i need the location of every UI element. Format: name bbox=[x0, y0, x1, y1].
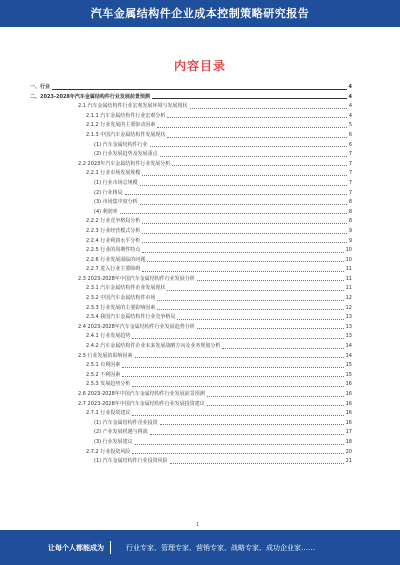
toc-entry-page: 7 bbox=[348, 151, 352, 158]
toc-entry-page: 4 bbox=[348, 84, 352, 90]
toc-entry[interactable] bbox=[30, 169, 352, 179]
toc-entry[interactable] bbox=[30, 102, 352, 112]
toc-entry[interactable] bbox=[30, 160, 352, 170]
toc-entry-title: (2) 产业发展机遇与挑战 bbox=[94, 429, 148, 436]
toc-leader-dots bbox=[222, 348, 343, 349]
toc-entry-page: 16 bbox=[345, 419, 352, 426]
toc-entry[interactable] bbox=[30, 83, 352, 93]
toc-entry-page: 14 bbox=[345, 343, 352, 350]
toc-entry[interactable] bbox=[30, 112, 352, 122]
toc-leader-dots bbox=[190, 108, 347, 109]
toc-entry-page: 16 bbox=[345, 391, 352, 397]
toc-entry-title: 2.1.3 中国汽车金属结构件发展现状 bbox=[86, 131, 166, 138]
toc-entry[interactable] bbox=[30, 380, 352, 390]
toc-entry[interactable] bbox=[30, 265, 352, 275]
toc-entry-page: 21 bbox=[345, 458, 352, 465]
toc-entry-page: 10 bbox=[345, 256, 352, 263]
toc-leader-dots bbox=[120, 213, 347, 214]
page-number: 1 bbox=[196, 522, 200, 528]
report-header bbox=[0, 0, 400, 27]
toc-leader-dots bbox=[147, 261, 343, 262]
toc-entry-page: 7 bbox=[348, 170, 352, 177]
toc-entry-page: 11 bbox=[345, 275, 352, 282]
toc-entry-page: 4 bbox=[348, 112, 352, 119]
toc-leader-dots bbox=[140, 185, 347, 186]
toc-entry-title: 2.3.2 中国汽车金属结构件市场 bbox=[86, 295, 156, 302]
toc-entry[interactable] bbox=[30, 141, 352, 151]
toc-entry-title: 2.1.1 汽车金属结构件行业宏观分析 bbox=[86, 112, 166, 119]
toc-entry-title: 2.2.6 行业发展面临的问题 bbox=[86, 256, 146, 263]
toc-entry-title: 2.6 2023-2028年中国汽车金属结构件行业发展前景预测 bbox=[78, 391, 205, 397]
toc-entry-page: 16 bbox=[345, 381, 352, 388]
toc-leader-dots bbox=[132, 386, 343, 387]
toc-entry-page: 13 bbox=[345, 323, 352, 330]
toc-entry-title: 2.2.3 行业经营模式分析 bbox=[86, 227, 141, 234]
toc-leader-dots bbox=[52, 89, 347, 90]
toc-entry-title: 2.2 2023年汽车金属结构件行业发展分析 bbox=[78, 160, 171, 167]
toc-leader-dots bbox=[160, 156, 347, 157]
toc-entry-page: 7 bbox=[348, 189, 352, 196]
toc-entry-title: 2.4.1 行业发展趋势 bbox=[86, 333, 131, 340]
toc-entry-page: 18 bbox=[345, 438, 352, 445]
table-of-contents bbox=[30, 83, 352, 467]
toc-entry[interactable] bbox=[30, 371, 352, 381]
toc-entry[interactable] bbox=[30, 131, 352, 141]
toc-entry-title: 2.2.7 进入行业主要障碍 bbox=[86, 266, 141, 273]
toc-entry-page: 20 bbox=[345, 448, 352, 455]
toc-leader-dots bbox=[172, 165, 347, 166]
toc-leader-dots bbox=[125, 194, 347, 195]
toc-entry[interactable] bbox=[30, 208, 352, 218]
toc-leader-dots bbox=[142, 271, 343, 272]
toc-entry[interactable] bbox=[30, 275, 352, 285]
toc-leader-dots bbox=[167, 117, 346, 118]
toc-entry[interactable] bbox=[30, 237, 352, 247]
toc-entry-page: 11 bbox=[345, 285, 352, 292]
toc-entry[interactable] bbox=[30, 284, 352, 294]
toc-entry[interactable] bbox=[30, 150, 352, 160]
toc-leader-dots bbox=[140, 204, 347, 205]
toc-entry[interactable] bbox=[30, 361, 352, 371]
toc-entry[interactable] bbox=[30, 400, 352, 410]
toc-entry-title: 2.5.2 不利因素 bbox=[86, 371, 121, 378]
toc-entry-page: 9 bbox=[348, 227, 352, 234]
toc-leader-dots bbox=[142, 233, 347, 234]
toc-entry[interactable] bbox=[30, 294, 352, 304]
toc-entry-title: (3) 行业发展建议 bbox=[94, 438, 133, 445]
toc-entry-page: 7 bbox=[348, 179, 352, 186]
toc-entry-title: 2.1 汽车金属结构件行业宏观发展环境与发展现状 bbox=[78, 103, 188, 110]
toc-leader-dots bbox=[150, 146, 347, 147]
toc-leader-dots bbox=[152, 98, 347, 99]
toc-entry[interactable] bbox=[30, 179, 352, 189]
toc-entry-page: 12 bbox=[345, 304, 352, 311]
toc-entry[interactable] bbox=[30, 189, 352, 199]
toc-entry-page: 8 bbox=[348, 218, 352, 225]
toc-entry-title: 2.5.1 有利因素 bbox=[86, 362, 121, 369]
toc-entry-page: 17 bbox=[345, 429, 352, 436]
toc-leader-dots bbox=[132, 338, 343, 339]
toc-entry[interactable] bbox=[30, 428, 352, 438]
toc-entry-title: (4) 利润率 bbox=[94, 208, 118, 215]
toc-entry-page: 8 bbox=[348, 199, 352, 206]
toc-entry-page: 15 bbox=[345, 371, 352, 378]
toc-entry[interactable] bbox=[30, 227, 352, 237]
toc-leader-dots bbox=[197, 328, 344, 329]
toc-entry-page: 16 bbox=[345, 410, 352, 417]
toc-entry-page: 6 bbox=[348, 141, 352, 148]
toc-heading: 内容目录 bbox=[173, 59, 226, 73]
toc-leader-dots bbox=[177, 319, 343, 320]
toc-entry-page: 16 bbox=[345, 400, 352, 407]
toc-leader-dots bbox=[167, 137, 346, 138]
toc-leader-dots bbox=[167, 290, 343, 291]
toc-entry[interactable] bbox=[30, 93, 352, 103]
toc-entry-title: 2.3 2023-2028年中国汽车金属结构件行业发展分析 bbox=[78, 275, 195, 282]
toc-entry[interactable] bbox=[30, 323, 352, 333]
toc-entry[interactable] bbox=[30, 390, 352, 400]
toc-entry[interactable] bbox=[30, 332, 352, 342]
toc-entry-title: (2) 行业发展趋势及发展重点 bbox=[94, 151, 158, 158]
toc-leader-dots bbox=[122, 367, 343, 368]
toc-entry-title: 2.7.2 行业投资风险 bbox=[86, 448, 131, 455]
toc-entry-title: 2.1.2 行业发展的主要驱动因素 bbox=[86, 122, 156, 129]
toc-entry[interactable] bbox=[30, 342, 352, 352]
toc-entry-title: 2.7 2023-2028年中国汽车金属结构件行业发展投资建议 bbox=[78, 400, 205, 407]
toc-entry-page: 10 bbox=[345, 247, 352, 254]
toc-entry-title: 2.4.2 汽车金属结构件企业未来发展战略方向及业务规划分析 bbox=[86, 343, 221, 350]
toc-entry[interactable] bbox=[30, 246, 352, 256]
toc-entry-title: (1) 汽车金属结构件行业 bbox=[94, 141, 148, 148]
toc-entry[interactable] bbox=[30, 409, 352, 419]
toc-entry-title: (1) 汽车金属结构件企业投资 bbox=[94, 419, 158, 426]
toc-entry-page: 7 bbox=[348, 160, 352, 167]
footer-divider bbox=[110, 541, 111, 554]
toc-entry-page: 13 bbox=[345, 333, 352, 340]
toc-entry[interactable] bbox=[30, 457, 352, 467]
toc-entry-title: (1) 行业市场总规模 bbox=[94, 179, 138, 186]
footer-tagline: 行业专家、管理专家、营销专家、战略专家、成功企业家…… bbox=[126, 544, 315, 552]
toc-entry-title: 2.3.3 行业发展的主要影响因素 bbox=[86, 304, 156, 311]
toc-entry-title: 2.2.4 行业利润水平分析 bbox=[86, 237, 141, 244]
toc-entry-page: 9 bbox=[348, 237, 352, 244]
toc-leader-dots bbox=[135, 357, 344, 358]
toc-leader-dots bbox=[207, 396, 344, 397]
toc-entry-title: 一、行业 bbox=[30, 84, 51, 90]
toc-entry-page: 12 bbox=[345, 295, 352, 302]
toc-entry-title: (1) 汽车金属结构件行业投资风险 bbox=[94, 458, 168, 465]
toc-entry-page: 5 bbox=[348, 122, 352, 129]
toc-leader-dots bbox=[157, 300, 343, 301]
footer-slogan: 让每个人都能成为 bbox=[48, 544, 104, 552]
toc-entry-title: 2.2.1 行业市场发展规模 bbox=[86, 170, 141, 177]
toc-entry-page: 14 bbox=[345, 352, 352, 359]
toc-leader-dots bbox=[142, 252, 343, 253]
toc-entry-title: 2.5 行业发展的影响因素 bbox=[78, 352, 133, 359]
toc-entry[interactable] bbox=[30, 313, 352, 323]
toc-leader-dots bbox=[150, 434, 344, 435]
toc-entry-title: 2.3.4 我国汽车金属结构件行业竞争格局 bbox=[86, 314, 176, 321]
toc-entry[interactable] bbox=[30, 304, 352, 314]
toc-leader-dots bbox=[170, 463, 344, 464]
toc-entry-page: 4 bbox=[348, 93, 352, 100]
toc-entry-title: (3) 市场集中度分析 bbox=[94, 199, 138, 206]
toc-leader-dots bbox=[157, 309, 343, 310]
toc-leader-dots bbox=[135, 444, 344, 445]
report-title: 汽车金属结构件企业成本控制策略研究报告 bbox=[90, 7, 310, 20]
toc-entry[interactable] bbox=[30, 419, 352, 429]
toc-entry[interactable] bbox=[30, 198, 352, 208]
toc-leader-dots bbox=[207, 405, 344, 406]
toc-entry-title: 2.4 2023-2028年汽车金属结构件行业发展趋势分析 bbox=[78, 323, 195, 330]
toc-entry[interactable] bbox=[30, 256, 352, 266]
toc-entry-title: 2.2.5 行业的周期性特点 bbox=[86, 247, 141, 254]
toc-entry[interactable] bbox=[30, 121, 352, 131]
toc-leader-dots bbox=[142, 175, 347, 176]
toc-leader-dots bbox=[132, 415, 343, 416]
toc-leader-dots bbox=[122, 376, 343, 377]
toc-leader-dots bbox=[157, 127, 346, 128]
toc-leader-dots bbox=[142, 223, 347, 224]
toc-entry-title: 二、2023-2028年汽车金属结构件行业发展前景预测 bbox=[30, 93, 150, 100]
toc-leader-dots bbox=[142, 242, 347, 243]
toc-leader-dots bbox=[197, 280, 344, 281]
toc-entry-title: (2) 行业格局 bbox=[94, 189, 123, 196]
toc-entry-title: 2.7.1 行业投资建议 bbox=[86, 410, 131, 417]
toc-entry-page: 6 bbox=[348, 131, 352, 138]
toc-entry[interactable] bbox=[30, 448, 352, 458]
toc-entry[interactable] bbox=[30, 217, 352, 227]
toc-leader-dots bbox=[160, 424, 344, 425]
toc-entry-title: 2.2.2 行业竞争格局分析 bbox=[86, 218, 141, 225]
toc-entry-page: 11 bbox=[345, 266, 352, 273]
toc-entry[interactable] bbox=[30, 352, 352, 362]
toc-entry-page: 15 bbox=[345, 362, 352, 369]
toc-entry-page: 13 bbox=[345, 314, 352, 321]
footer-banner bbox=[0, 530, 400, 565]
toc-leader-dots bbox=[132, 453, 343, 454]
toc-entry-title: 2.3.1 汽车金属结构件企业发展现状 bbox=[86, 285, 166, 292]
toc-entry-page: 8 bbox=[348, 208, 352, 215]
toc-entry[interactable] bbox=[30, 438, 352, 448]
toc-entry-page: 4 bbox=[348, 103, 352, 110]
toc-entry-title: 2.5.3 发展趋势分析 bbox=[86, 381, 131, 388]
